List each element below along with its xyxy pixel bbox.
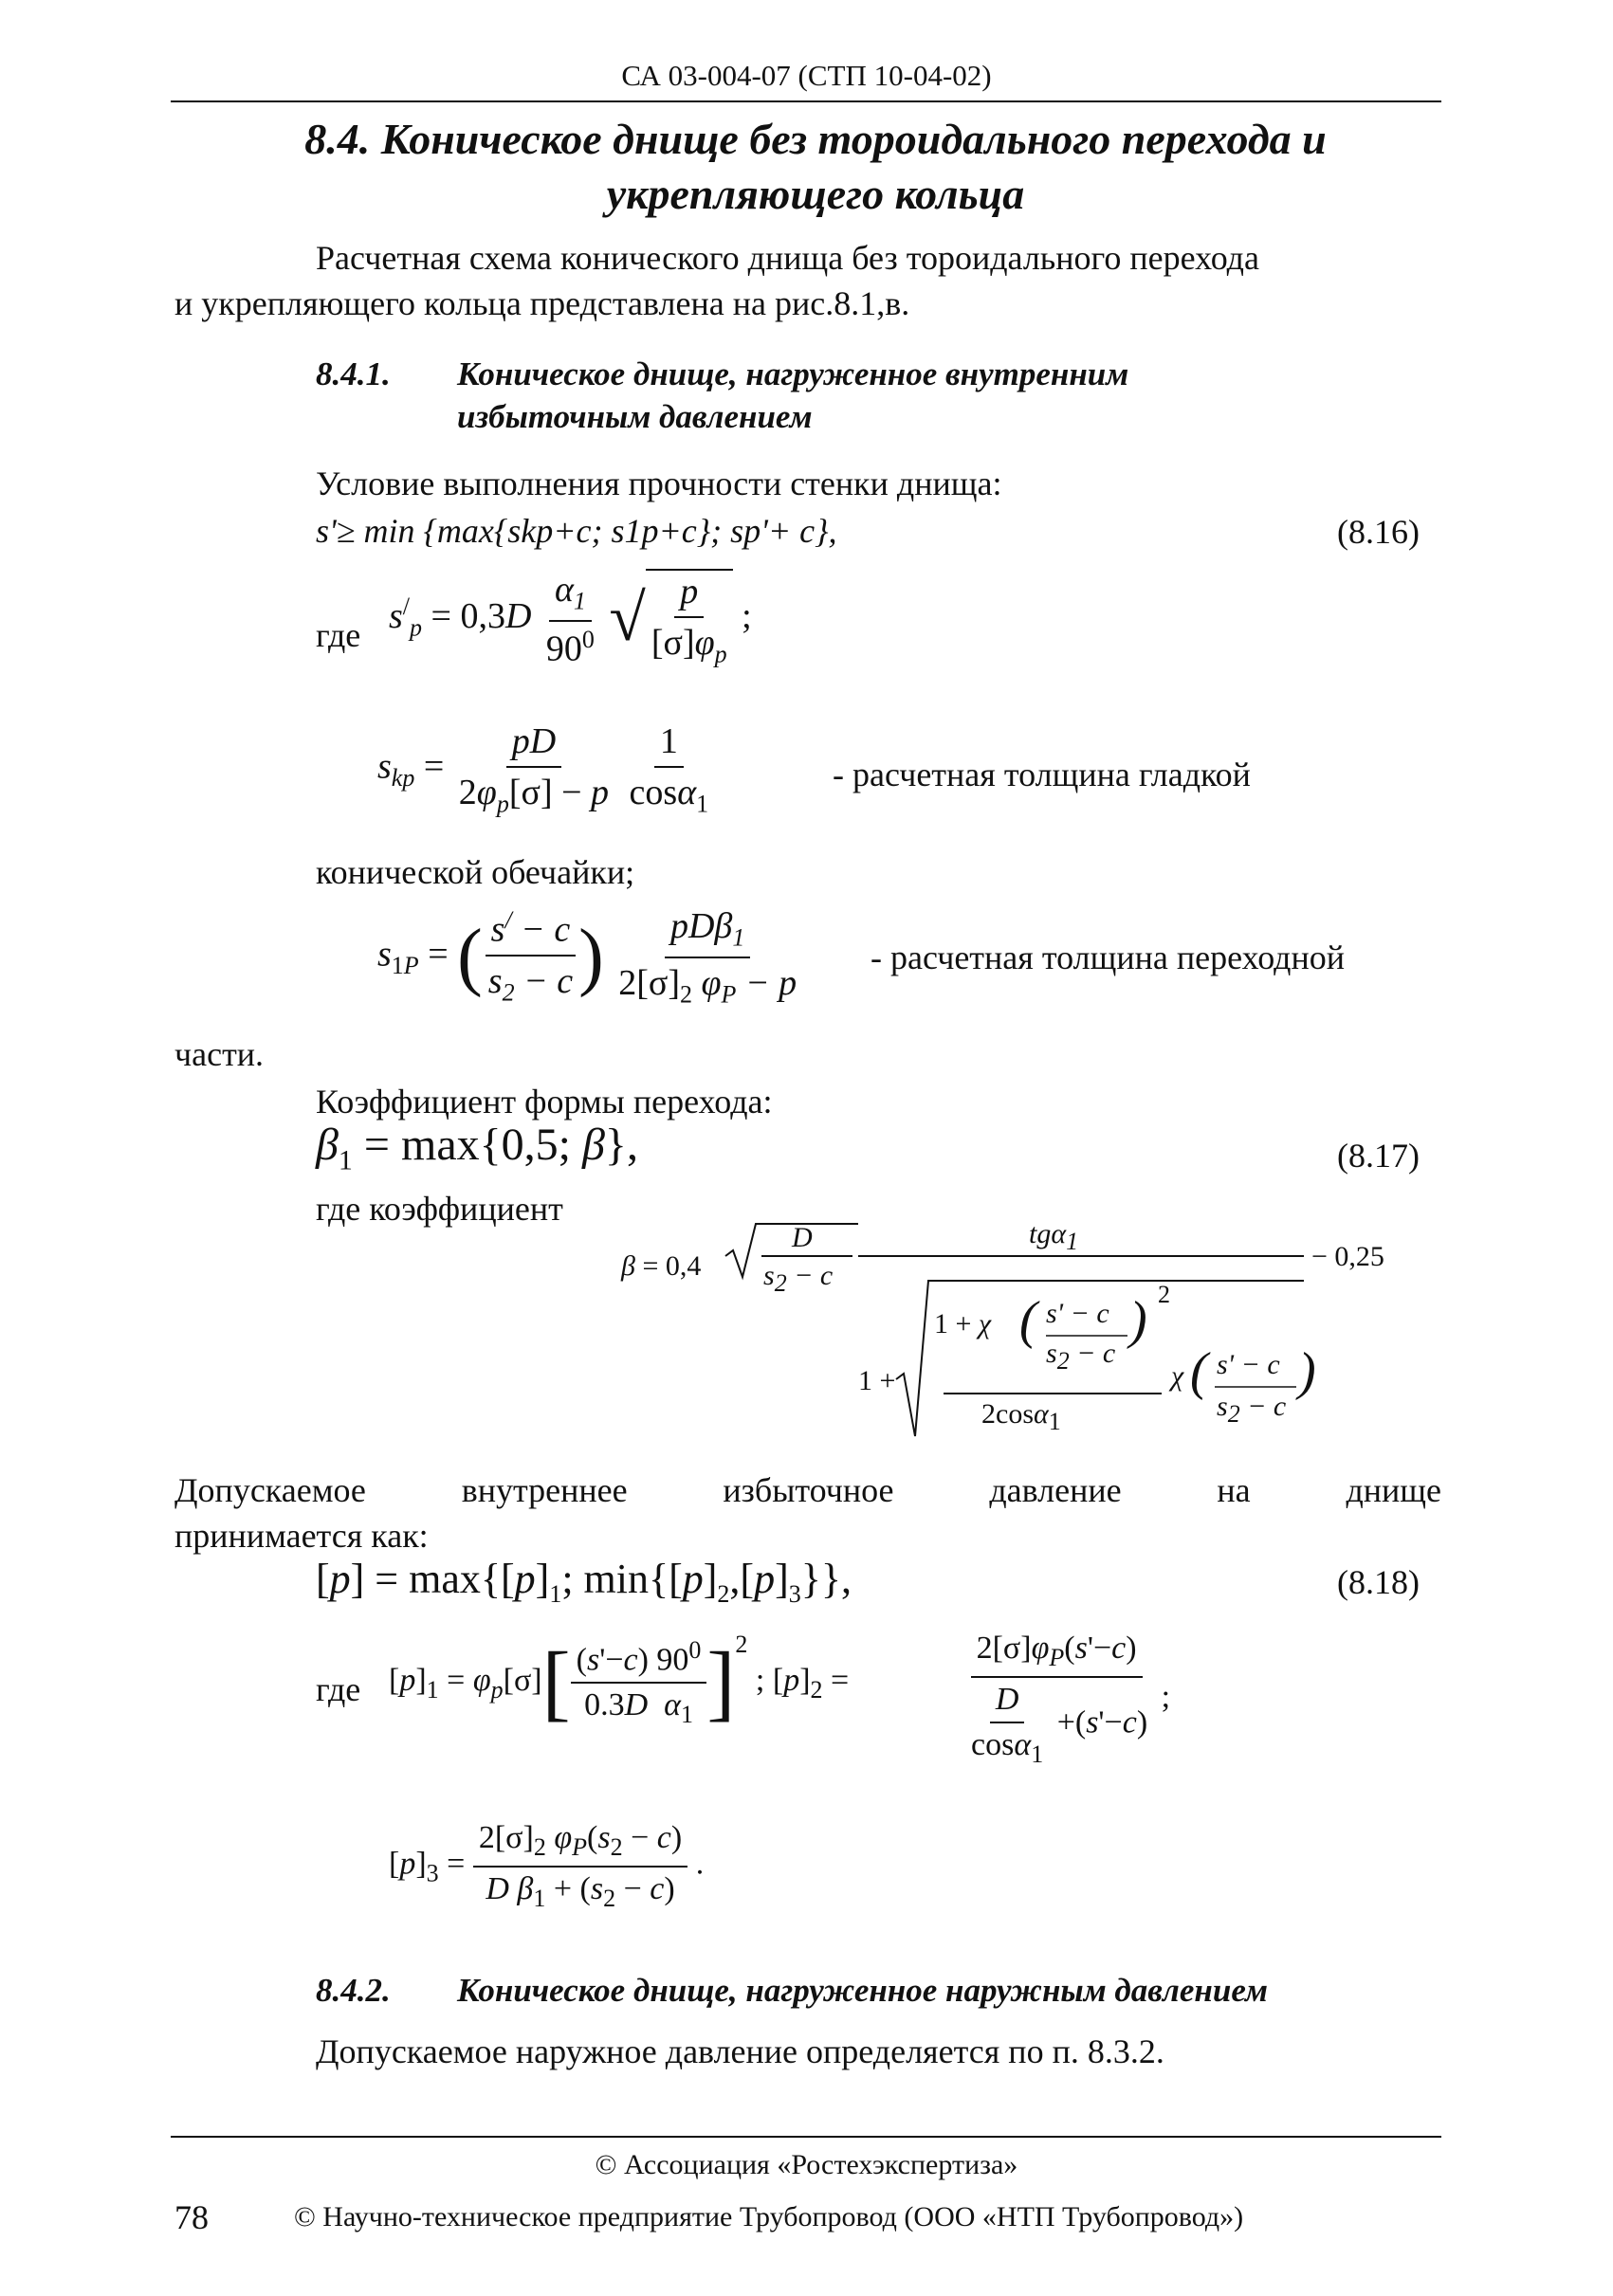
where-coef-text: где коэффициент [316,1190,563,1228]
formula-p-allow: $[p] = \max\{[p]_1$; $\min\{[p]_2,[p]_3\}$}, [316,1556,852,1608]
formula-sp: $s^/_p = 0,3D$ $\frac{\alpha_1}{90^0}$ √ $\frac{p}{[\sigma]\varphi_p}$ ; [389,570,752,669]
page-number: 78 [174,2198,209,2236]
footer-line1: © Ассоциация «Ростехэкспертиза» [595,2149,1018,2180]
where-label-2: где [316,1670,361,1708]
where-label-1: где [316,616,361,654]
sub1-title-line2: избыточным давлением [457,398,813,435]
condition-text: Условие выполнения прочности стенки днища: [316,465,1002,502]
allow-line2: принимается как: [174,1517,429,1555]
beta-fraction-lines [621,1218,1389,1446]
footer-line2: © Научно-техническое предприятие Трубопровод (ООО «НТП Трубопровод») [294,2201,1244,2232]
section-title-line1: 8.4. Коническое днище без тороидального перехода и [304,115,1327,163]
intro-line1: Расчетная схема конического днища без тороидального перехода [316,239,1259,277]
allow-word-6: днище [1346,1471,1441,1509]
sub2-title: Коническое днище, нагруженное наружным давлением [457,1972,1268,2009]
coef-form-text: Коэффициент формы перехода: [316,1083,773,1121]
formula-beta: β = 0,4 D $s_2 - c$ tgα$_1$ − 0,25 1 + 1 + χ ( s' − c $s_2 - c$ ) 2 2cosα$_1$ χ ( s' − c $s_2 - c$ ) [621,1218,1389,1446]
eq-8-17-number: (8.17) [1337,1137,1420,1175]
skp-description-2: конической обечайки; [316,853,635,891]
eq-8-18-number: (8.18) [1337,1563,1420,1601]
allow-line1 [174,1469,1441,1511]
allow-word-5: на [1217,1471,1251,1509]
eq-8-16: s'≥ min {max{skp+c; s1p+c}; sp'+ c}, [316,512,837,550]
section-title-line2: укрепляющего кольца [606,170,1025,218]
formula-p2: $2[\sigma]\varphi_P(s'-c)$ $\frac{D}{\cos\alpha_1}$ +(s'−c) ; [971,1631,1171,1768]
footer-rule [171,2136,1441,2138]
formula-beta1: $\beta_1 = \max\{0,5$; β}, [316,1120,638,1176]
s1p-description-2: части. [174,1035,265,1073]
skp-description: - расчетная толщина гладкой [833,756,1251,793]
formula-p3: $[p]_3$ = $\frac{2[\sigma]_2 \varphi_P(s_2 - c)}{D \beta_1 + (s_2 - c)}$ . [389,1820,705,1912]
header-rule [171,100,1441,102]
allow-word-4: давление [989,1471,1122,1509]
allow-word-1: Допускаемое [174,1471,366,1509]
allow-word-2: внутреннее [461,1471,628,1509]
allow-word-3: избыточное [723,1471,894,1509]
section-title [171,112,1460,222]
sub1-number: 8.4.1. [316,355,391,392]
doc-header: СА 03-004-07 (СТП 10-04-02) [621,59,992,92]
eq-8-16-number: (8.16) [1337,513,1420,551]
formula-p1: $[p]_1 = \varphi_p[\sigma]$[ $\frac{(s'-c) 90^0}{0.3D \alpha_1}$ ]$^2$ ; $[p]_2$ = [389,1631,850,1730]
formula-skp: $s_{kp}$ = $\frac{pD}{2\varphi_p[\sigma] - p}$ $\frac{1}{\cos\alpha_1}$ [377,721,709,818]
formula-s1p: $s_{1P}$ = ( $\frac{s^/ - c}{s_2 - c}$ ) $\frac{pD\beta_1}{2[\sigma]_2 \varphi_P - p}$ [377,906,797,1009]
sub1-title-line1: Коническое днище, нагруженное внутренним [457,355,1129,392]
sub2-number: 8.4.2. [316,1972,391,2009]
sub2-text: Допускаемое наружное давление определяется по п. 8.3.2. [316,2032,1164,2070]
s1p-description: - расчетная толщина переходной [871,938,1346,976]
intro-line2: и укрепляющего кольца представлена на рис.8.1,в. [174,284,910,322]
